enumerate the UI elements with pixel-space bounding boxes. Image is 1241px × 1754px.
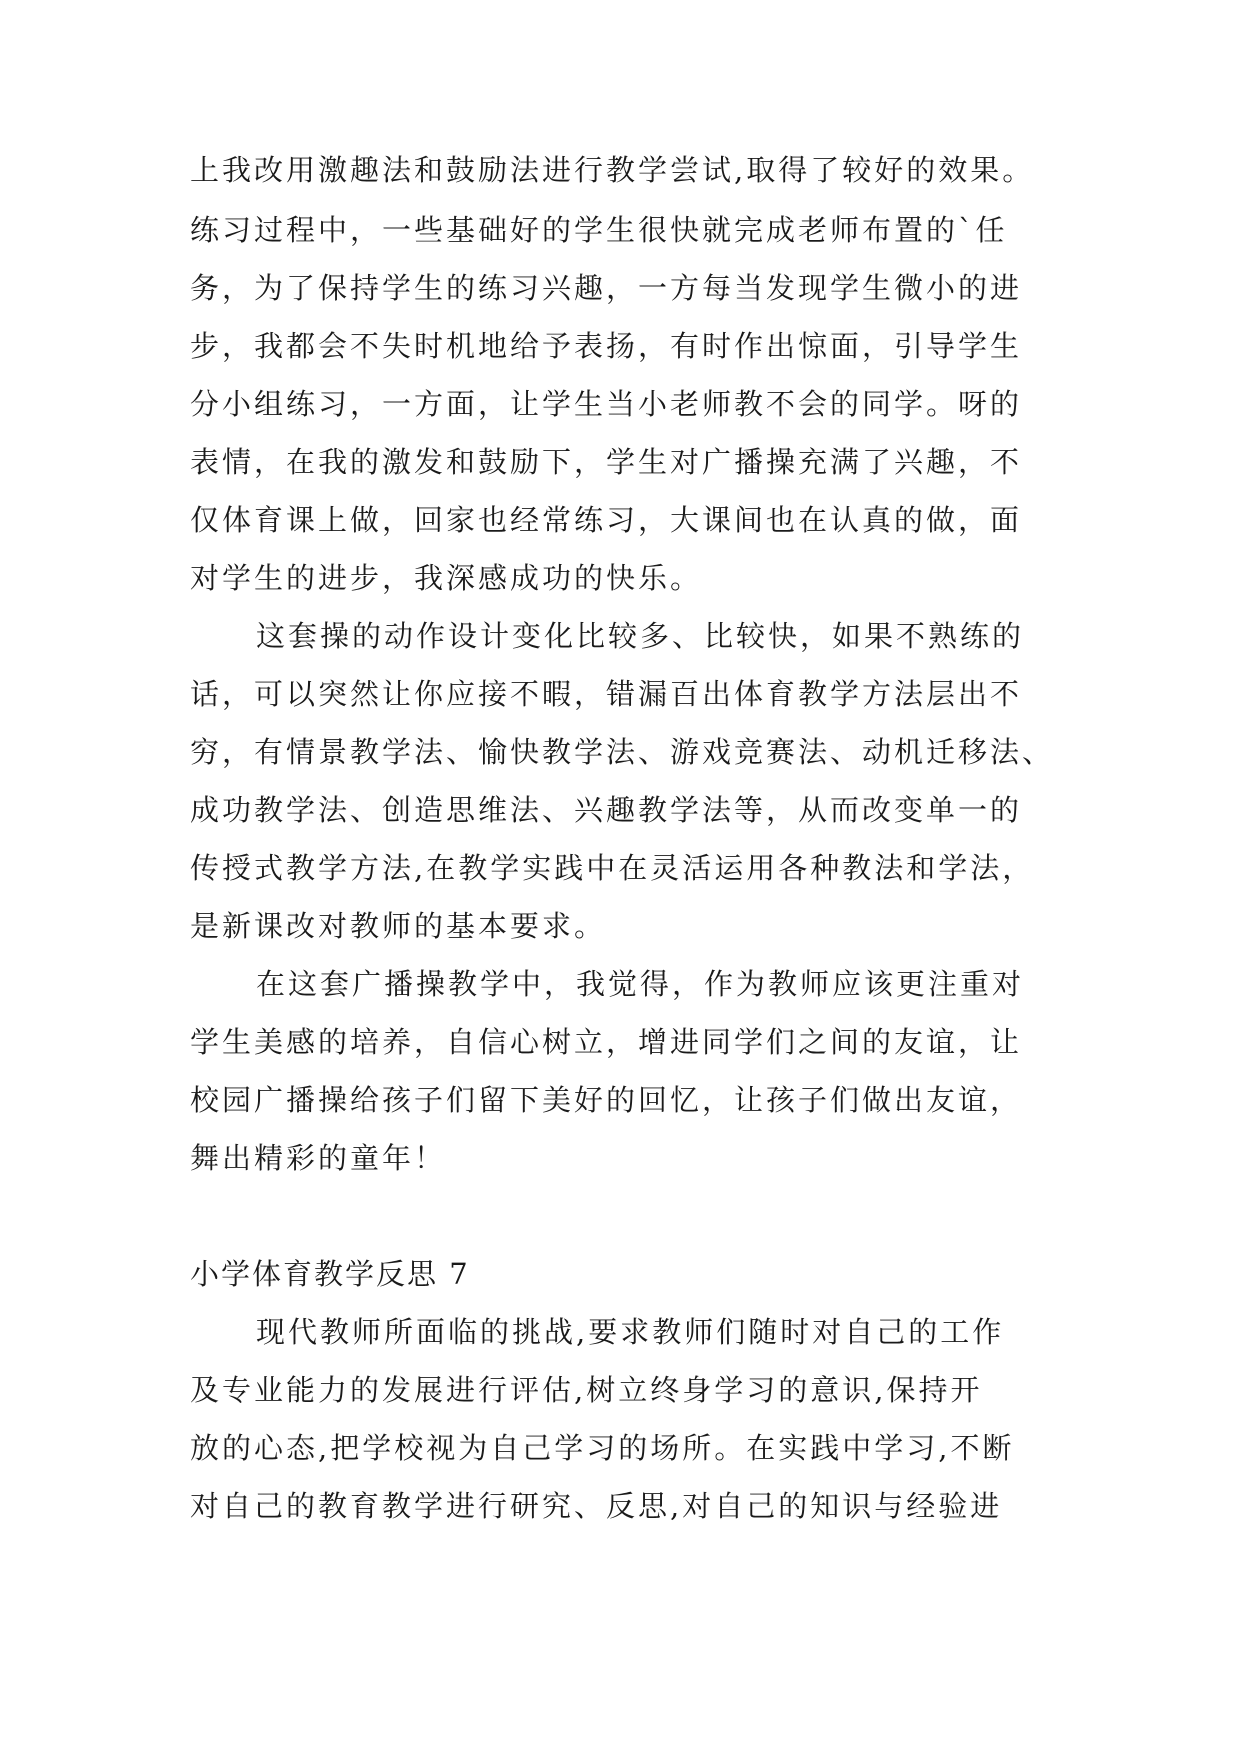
paragraph-line: 传授式教学方法,在教学实践中在灵活运用各种教法和学法， — [190, 851, 1035, 885]
paragraph-line: 成功教学法、创造思维法、兴趣教学法等，从而改变单一的 — [190, 793, 1023, 827]
paragraph-line: 话，可以突然让你应接不暇，错漏百出体育教学方法层出不 — [190, 677, 1023, 711]
paragraph-line: 学生美感的培养，自信心树立，增进同学们之间的友谊，让 — [190, 1025, 1023, 1059]
section-heading: 小学体育教学反思 7 — [190, 1257, 470, 1291]
paragraph-line: 步，我都会不失时机地给予表扬，有时作出惊面，引导学生 — [190, 329, 1023, 363]
paragraph-line: 放的心态,把学校视为自己学习的场所。在实践中学习,不断 — [190, 1431, 1015, 1465]
paragraph-line: 是新课改对教师的基本要求。 — [190, 909, 607, 943]
paragraph-line: 这套操的动作设计变化比较多、比较快，如果不熟练的 — [256, 619, 1025, 653]
paragraph-line: 在这套广播操教学中，我觉得，作为教师应该更注重对 — [256, 967, 1025, 1001]
paragraph-line: 及专业能力的发展进行评估,树立终身学习的意识,保持开 — [190, 1373, 983, 1407]
paragraph-line: 对学生的进步，我深感成功的快乐。 — [190, 561, 703, 595]
paragraph-line: 舞出精彩的童年！ — [190, 1141, 447, 1175]
paragraph-line: 现代教师所面临的挑战,要求教师们随时对自己的工作 — [256, 1315, 1005, 1349]
paragraph-line: 练习过程中，一些基础好的学生很快就完成老师布置的`任 — [190, 213, 1008, 247]
paragraph-line: 穷，有情景教学法、愉快教学法、游戏竞赛法、动机迁移法、 — [190, 735, 1055, 769]
paragraph-line: 上我改用激趣法和鼓励法进行教学尝试,取得了较好的效果。 — [190, 153, 1035, 187]
paragraph-line: 校园广播操给孩子们留下美好的回忆，让孩子们做出友谊， — [190, 1083, 1023, 1117]
paragraph-line: 务，为了保持学生的练习兴趣，一方每当发现学生微小的进 — [190, 271, 1023, 305]
paragraph-line: 对自己的教育教学进行研究、反思,对自己的知识与经验进 — [190, 1489, 1003, 1523]
paragraph-line: 仅体育课上做，回家也经常练习，大课间也在认真的做，面 — [190, 503, 1023, 537]
paragraph-line: 分小组练习，一方面，让学生当小老师教不会的同学。呀的 — [190, 387, 1023, 421]
paragraph-line: 表情，在我的激发和鼓励下，学生对广播操充满了兴趣，不 — [190, 445, 1023, 479]
